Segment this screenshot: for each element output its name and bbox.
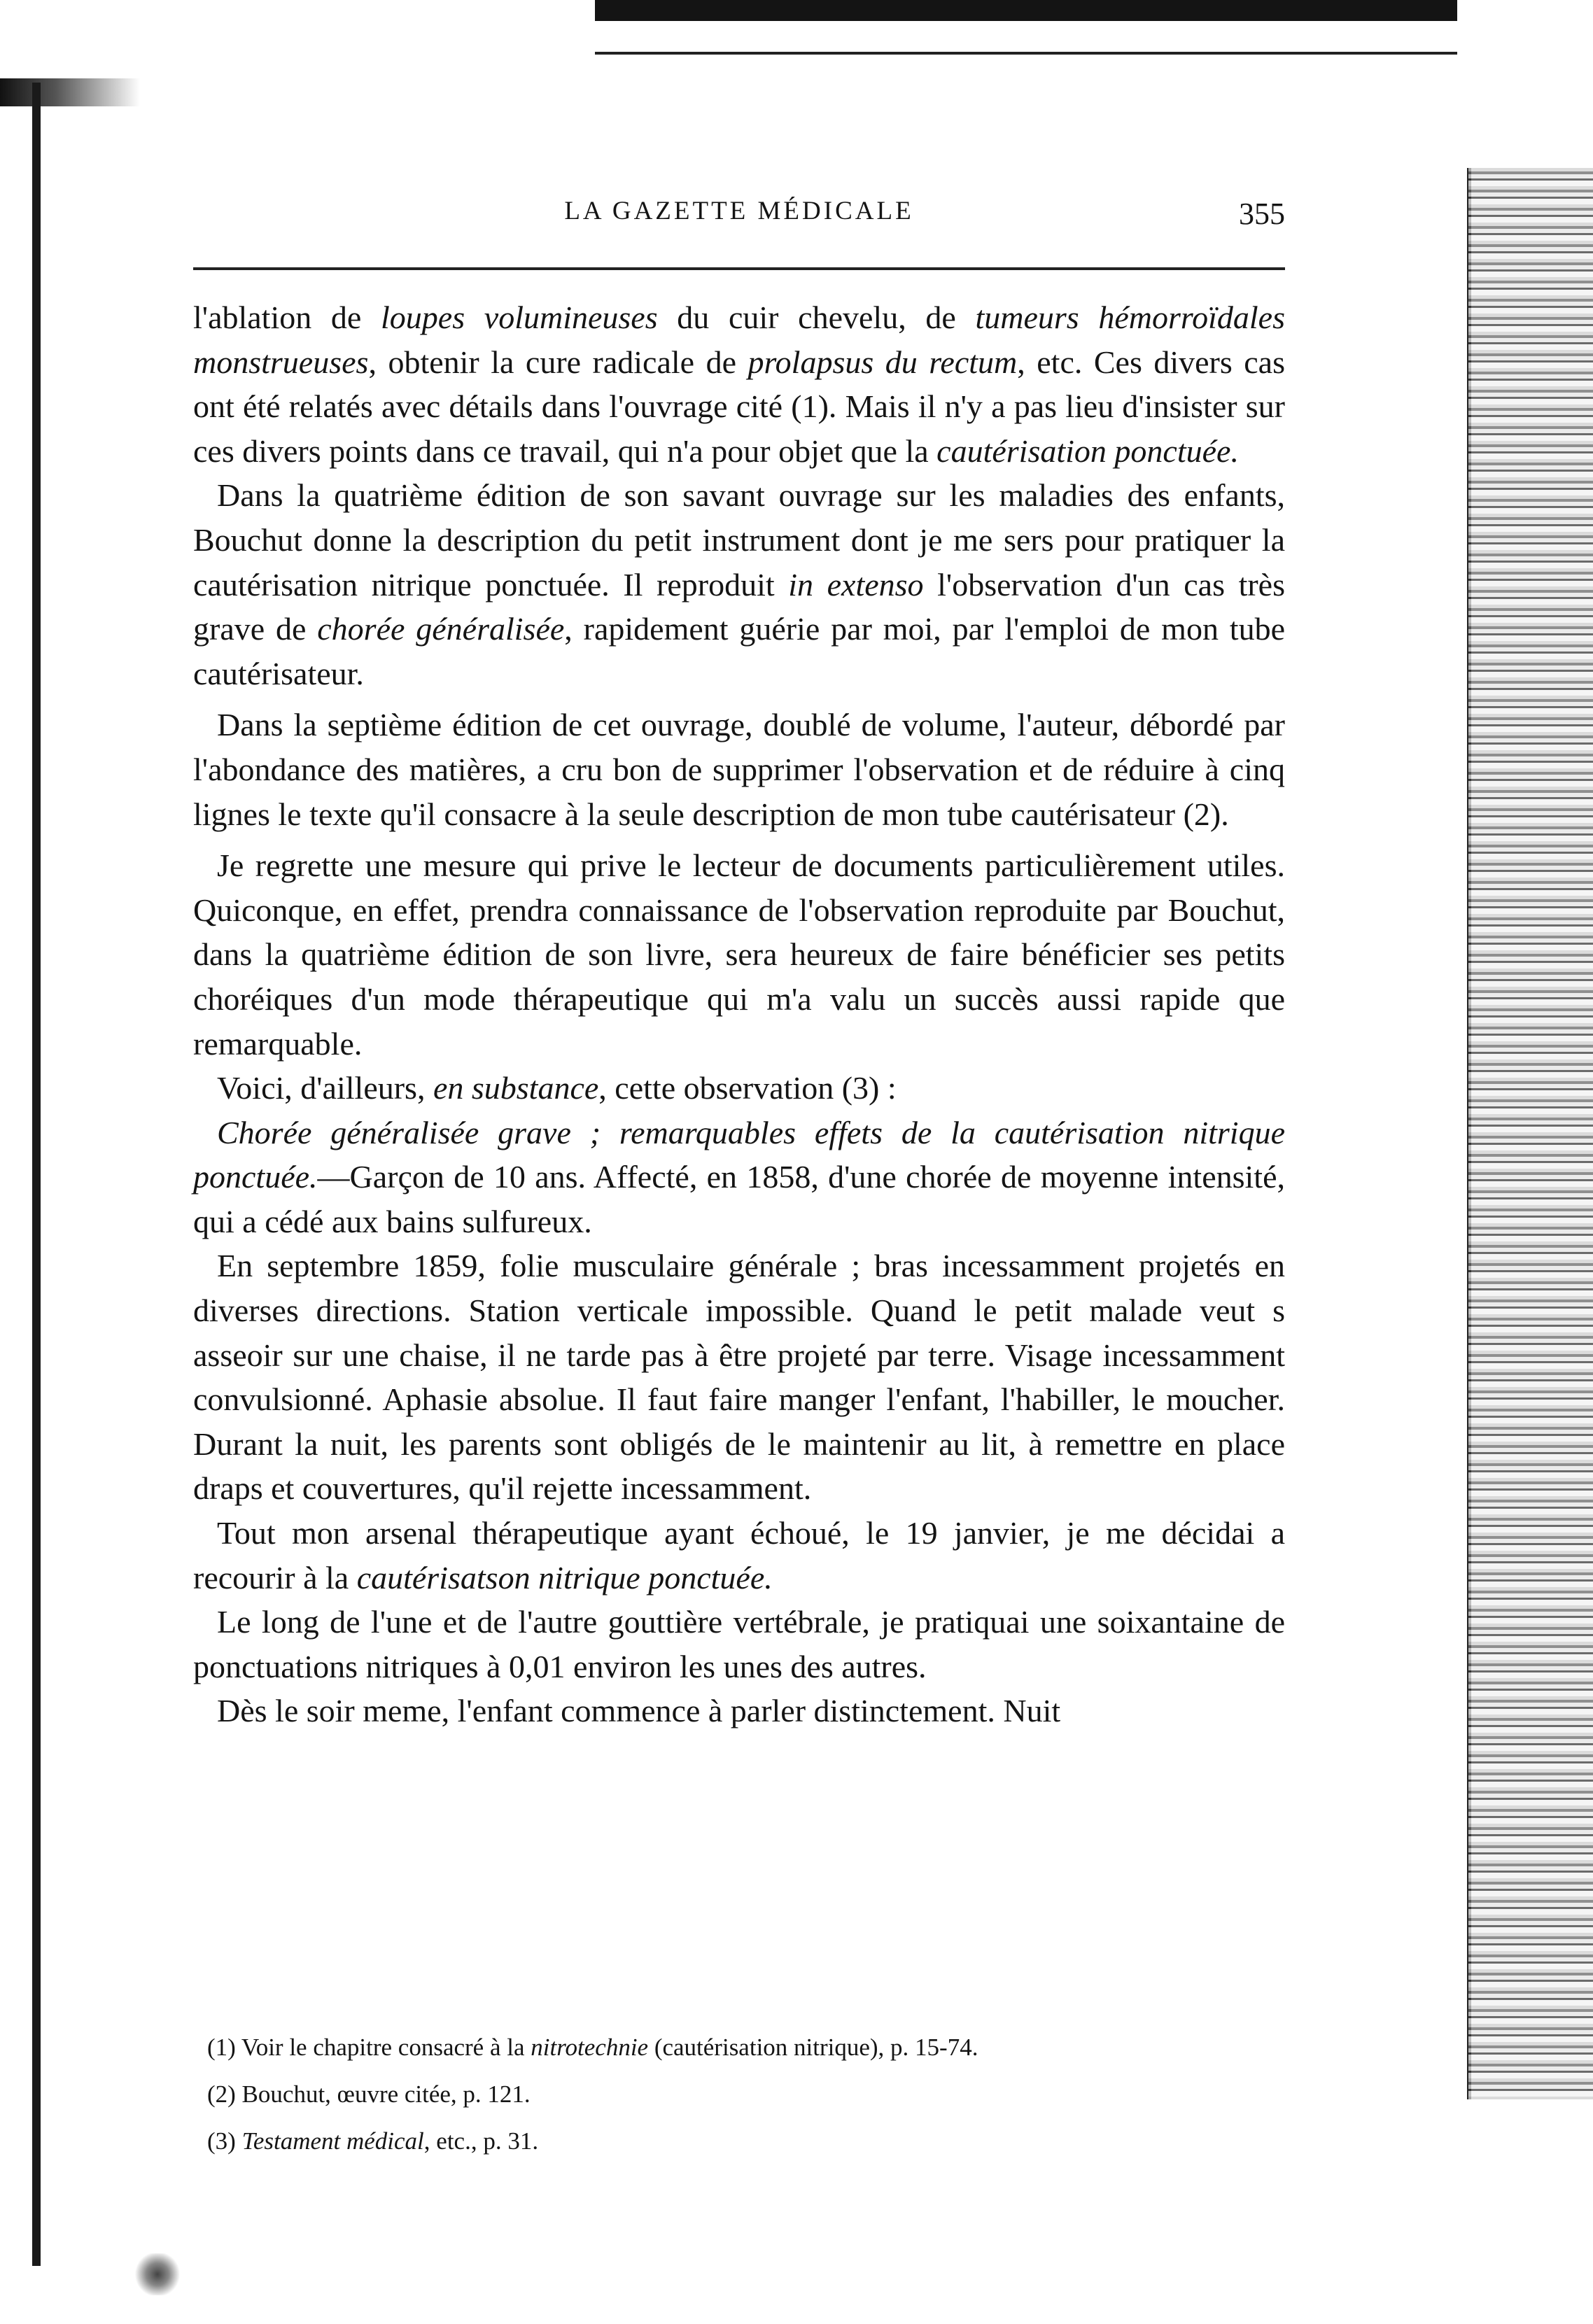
italic-phrase: chorée généralisée [317,611,565,647]
footnote: (1) Voir le chapitre consacré à la nitrotechnie (cautérisation nitrique), p. 15-74. [207,2034,978,2061]
paragraph: Dès le soir meme, l'enfant commence à parler distinctement. Nuit [217,1693,1061,1729]
paragraph: Voici, d'ailleurs, en substance, cette observation (3) : [217,1070,897,1106]
scan-edge-top [595,0,1457,21]
running-title: LA GAZETTE MÉDICALE [564,197,914,225]
footnote: (2) Bouchut, œuvre citée, p. 121. [207,2080,531,2108]
scan-edge-right [1468,168,1593,2099]
footnotes [207,2031,1299,2171]
scan-edge-top-line [595,52,1457,55]
italic-phrase: prolapsus du rectum [748,344,1018,380]
italic-phrase: nitrotechnie [531,2034,649,2061]
paragraph: l'ablation de loupes volumineuses du cuir chevelu, de tumeurs hémorroïdales monstrueuses, obtenir la cure radicale de prolapsus du rectum, etc. Ces divers cas ont été relatés avec détails dans l'ouvrage cité (1). Mais il n'y a pas lieu d'insister sur ces divers points dans ce travail, qui n'a pour objet que la cautérisation ponctuée. [193,300,1285,469]
italic-phrase: Testament médical [241,2127,424,2155]
italic-phrase: in extenso [788,566,924,603]
italic-phrase: cautérisation ponctuée. [936,432,1239,469]
italic-phrase: tumeurs hémorroïdales monstrueuses [193,300,1285,380]
italic-phrase: en substance [433,1070,599,1106]
paragraph: Je regrette une mesure qui prive le lecteur de documents particulièrement utiles. Quiconque, en effet, prendra connaissance de l'observation reproduite par Bouchut, dans la quatrième édition de son livre, sera heureux de faire bénéficier ses petits choréiques d'un mode thérapeutique qui m'a valu un succès aussi rapide que remarquable. [193,847,1285,1062]
paragraph: Chorée généralisée grave ; remarquables effets de la cautérisation nitrique ponctuée.—Garçon de 10 ans. Affecté, en 1858, d'une chorée de moyenne intensité, qui a cédé aux bains sulfureux. [193,1114,1285,1239]
page-header [193,196,1285,238]
italic-phrase: Chorée généralisée grave ; remarquables effets de la cautérisation nitrique ponctuée. [193,1114,1285,1195]
italic-phrase: loupes volumineuses [381,300,658,335]
header-rule [193,267,1285,270]
body-text [193,295,1285,1733]
paragraph: Tout mon arsenal thérapeutique ayant échoué, le 19 janvier, je me décidai a recourir à la cautérisatson nitrique ponctuée. [193,1515,1285,1596]
scan-binding-mark [0,78,140,106]
footnote: (3) Testament médical, etc., p. 31. [207,2127,539,2155]
paragraph: En septembre 1859, folie musculaire générale ; bras incessamment projetés en diverses directions. Station verticale impossible. Quand le petit malade veut s asseoir sur une chaise, il ne tarde pas à être projeté par terre. Visage incessamment convulsionné. Aphasie absolue. Il faut faire manger l'enfant, l'habiller, le moucher. Durant la nuit, les parents sont obligés de le maintenir au lit, à remettre en place draps et couvertures, qu'il rejette incessamment. [193,1248,1285,1507]
scan-edge-left [32,83,41,2266]
scan-smudge [133,2253,182,2295]
paragraph: Dans la quatrième édition de son savant ouvrage sur les maladies des enfants, Bouchut donne la description du petit instrument dont je me sers pour pratiquer la cautérisation nitrique ponctuée. Il reproduit in extenso l'observation d'un cas très grave de chorée généralisée, rapidement guérie par moi, par l'emploi de mon tube cautérisateur. [193,477,1285,691]
paragraph: Le long de l'une et de l'autre gouttière vertébrale, je pratiquai une soixantaine de ponctuations nitriques à 0,01 environ les unes des autres. [193,1604,1285,1684]
italic-phrase: cautérisatson nitrique ponctuée. [356,1559,773,1596]
paragraph: Dans la septième édition de cet ouvrage, doublé de volume, l'auteur, débordé par l'abondance des matières, a cru bon de supprimer l'observation et de réduire à cinq lignes le texte qu'il consacre à la seule description de mon tube cautérisateur (2). [193,707,1285,832]
page-number: 355 [1239,197,1285,231]
